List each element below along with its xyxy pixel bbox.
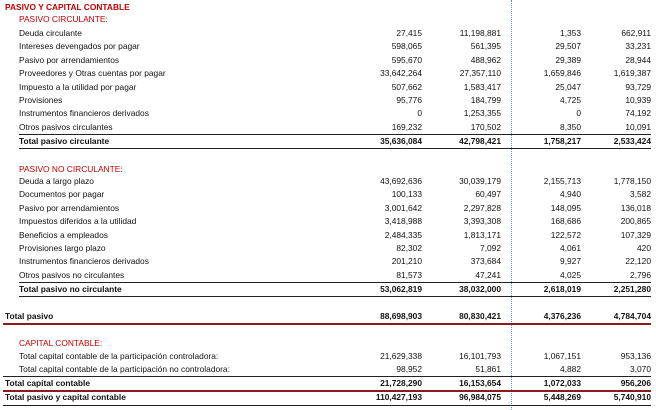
cell-value: 16,101,793 <box>459 351 501 361</box>
cell-value: 80,830,421 <box>459 311 501 321</box>
cell-value: 201,210 <box>391 256 422 267</box>
cell-value: 110,427,193 <box>375 392 422 402</box>
cell-value: 3,582 <box>630 189 651 200</box>
cell-value: 21,629,338 <box>380 351 422 361</box>
cell-value: 4,784,704 <box>613 311 651 321</box>
cell-value: 4,376,236 <box>543 311 581 321</box>
cell-value: 95,776 <box>396 95 422 105</box>
cell-value: 4,025 <box>560 269 581 280</box>
row-label: Total capital contable de la participación no controladora: <box>19 364 230 375</box>
row-label: Documentos por pagar <box>19 189 105 200</box>
table-row <box>0 255 656 268</box>
cell-value: 2,251,280 <box>613 284 651 294</box>
table-row-total <box>0 135 656 148</box>
cell-value: 184,799 <box>470 95 501 105</box>
cell-value: 16,153,654 <box>459 378 501 388</box>
cell-value: 82,302 <box>396 243 422 253</box>
cell-value: 38,032,000 <box>459 284 501 294</box>
cell-value: 43,692,636 <box>380 176 422 186</box>
cell-value: 29,389 <box>555 54 581 65</box>
cell-value: 96,984,075 <box>459 392 501 402</box>
cell-value: 28,944 <box>625 54 651 65</box>
row-label: Beneficios a empleados <box>19 229 108 240</box>
table-row <box>0 229 656 242</box>
cell-value: 2,484,335 <box>384 229 422 240</box>
table-row-grand-total <box>0 391 656 404</box>
cell-value: 27,357,110 <box>459 68 501 79</box>
cell-value: 3,418,988 <box>384 216 422 227</box>
cell-value: 33,642,264 <box>380 68 422 79</box>
cell-value: 100,133 <box>391 189 422 200</box>
table-row <box>0 40 656 53</box>
cell-value: 42,798,421 <box>459 136 501 146</box>
cell-value: 1,619,387 <box>613 68 651 79</box>
row-label: Total capital contable de la participación controladora: <box>19 351 219 361</box>
cell-value: 200,865 <box>620 216 651 227</box>
cell-value: 1,659,846 <box>543 68 581 79</box>
cell-value: 88,698,903 <box>380 311 422 321</box>
row-label: Total pasivo circulante <box>19 136 110 146</box>
section-header: PASIVO CIRCULANTE: <box>19 14 108 24</box>
cell-value: 595,670 <box>391 54 422 65</box>
cell-value: 27,415 <box>396 28 422 38</box>
cell-value: 29,507 <box>555 41 581 52</box>
cell-value: 74,192 <box>625 108 651 119</box>
cell-value: 93,729 <box>625 81 651 92</box>
table-row <box>0 67 656 80</box>
cell-value: 81,573 <box>396 269 422 280</box>
row-label: Intereses devengados por pagar <box>19 41 140 52</box>
table-row <box>0 27 656 40</box>
cell-value: 2,297,828 <box>463 202 501 213</box>
total-rule <box>3 323 651 325</box>
table-row <box>0 202 656 215</box>
cell-value: 30,039,179 <box>459 176 501 186</box>
cell-value: 598,065 <box>391 41 422 52</box>
cell-value: 2,618,019 <box>543 284 581 294</box>
cell-value: 507,662 <box>391 81 422 92</box>
row-label: Provisiones <box>19 95 63 105</box>
table-row <box>0 242 656 255</box>
cell-value: 11,198,881 <box>459 28 501 38</box>
row-label: Impuesto a la utilidad por pagar <box>19 81 137 92</box>
cell-value: 2,796 <box>630 269 651 280</box>
cell-value: 4,725 <box>560 95 581 105</box>
cell-value: 169,232 <box>391 121 422 132</box>
cell-value: 170,502 <box>470 121 501 132</box>
cell-value: 51,861 <box>475 364 501 375</box>
cell-value: 0 <box>417 108 422 119</box>
table-row-total-equity <box>0 377 656 390</box>
cell-value: 953,136 <box>620 351 651 361</box>
cell-value: 1,253,355 <box>463 108 501 119</box>
table-row-total-liabilities <box>0 310 656 323</box>
cell-value: 21,728,290 <box>380 378 422 388</box>
row-label: Deuda circulante <box>19 28 82 38</box>
cell-value: 5,448,269 <box>543 392 581 402</box>
cell-value: 3,393,308 <box>463 216 501 227</box>
cell-value: 168,686 <box>550 216 581 227</box>
cell-value: 25,047 <box>555 81 581 92</box>
table-row-total <box>0 283 656 296</box>
total-rule <box>19 148 651 149</box>
cell-value: 47,241 <box>475 269 501 280</box>
cell-value: 5,740,910 <box>613 392 651 402</box>
cell-value: 2,533,424 <box>613 136 651 146</box>
row-label: Otros pasivos no circulantes <box>19 269 125 280</box>
cell-value: 22,120 <box>625 256 651 267</box>
cell-value: 3,070 <box>630 364 651 375</box>
row-label: Total pasivo no circulante <box>19 284 122 294</box>
row-label: Deuda a largo plazo <box>19 176 94 186</box>
cell-value: 373,684 <box>470 256 501 267</box>
cell-value: 4,882 <box>560 364 581 375</box>
cell-value: 956,206 <box>620 378 651 388</box>
cell-value: 1,072,033 <box>543 378 581 388</box>
section-header-row <box>0 337 656 350</box>
section-header-row <box>0 13 656 26</box>
row-label: Instrumentos financieros derivados <box>19 108 149 119</box>
total-rule <box>3 405 651 406</box>
cell-value: 488,962 <box>470 54 501 65</box>
cell-value: 9,927 <box>560 256 581 267</box>
cell-value: 7,092 <box>480 243 501 253</box>
section-header: CAPITAL CONTABLE: <box>19 338 103 348</box>
cell-value: 107,329 <box>620 229 651 240</box>
table-row <box>0 121 656 134</box>
table-row <box>0 107 656 120</box>
table-row <box>0 175 656 188</box>
row-label: Total pasivo <box>5 311 54 321</box>
cell-value: 60,497 <box>475 189 501 200</box>
table-row <box>0 215 656 228</box>
cell-value: 1,758,217 <box>543 136 581 146</box>
row-label: Pasivo por arrendamientos <box>19 202 120 213</box>
cell-value: 420 <box>637 243 651 253</box>
row-label: Total capital contable <box>5 378 91 388</box>
cell-value: 10,091 <box>625 121 651 132</box>
table-row <box>0 94 656 107</box>
table-row <box>0 350 656 363</box>
row-label: Provisiones largo plazo <box>19 243 106 253</box>
cell-value: 2,155,713 <box>543 176 581 186</box>
cell-value: 561,395 <box>470 41 501 52</box>
total-rule <box>19 296 651 297</box>
cell-value: 8,350 <box>560 121 581 132</box>
cell-value: 1,067,151 <box>543 351 581 361</box>
cell-value: 136,018 <box>620 202 651 213</box>
cell-value: 122,572 <box>550 229 581 240</box>
cell-value: 1,353 <box>560 28 581 38</box>
row-label: Impuestos diferidos a la utilidad <box>19 216 137 227</box>
table-row <box>0 188 656 201</box>
cell-value: 1,583,417 <box>463 81 501 92</box>
row-label: Pasivo por arrendamientos <box>19 54 120 65</box>
cell-value: 33,231 <box>625 41 651 52</box>
cell-value: 4,940 <box>560 189 581 200</box>
cell-value: 53,062,819 <box>380 284 422 294</box>
cell-value: 662,911 <box>621 28 651 38</box>
table-row <box>0 54 656 67</box>
cell-value: 148,095 <box>550 202 581 213</box>
row-label: Proveedores y Otras cuentas por pagar <box>19 68 166 79</box>
cell-value: 35,636,084 <box>380 136 422 146</box>
cell-value: 10,939 <box>625 95 651 105</box>
row-label: Instrumentos financieros derivados <box>19 256 149 267</box>
section-header: PASIVO NO CIRCULANTE: <box>19 164 123 174</box>
table-row <box>0 363 656 376</box>
cell-value: 1,813,171 <box>463 229 501 240</box>
table-row <box>0 269 656 282</box>
table-row <box>0 81 656 94</box>
row-label: Total pasivo y capital contable <box>5 392 126 402</box>
cell-value: 3,001,642 <box>384 202 422 213</box>
cell-value: 4,061 <box>560 243 581 253</box>
cell-value: 1,778,150 <box>613 176 651 186</box>
cell-value: 0 <box>576 108 581 119</box>
statement-title: PASIVO Y CAPITAL CONTABLE <box>5 2 130 12</box>
cell-value: 98,952 <box>396 364 422 375</box>
row-label: Otros pasivos circulantes <box>19 121 113 132</box>
